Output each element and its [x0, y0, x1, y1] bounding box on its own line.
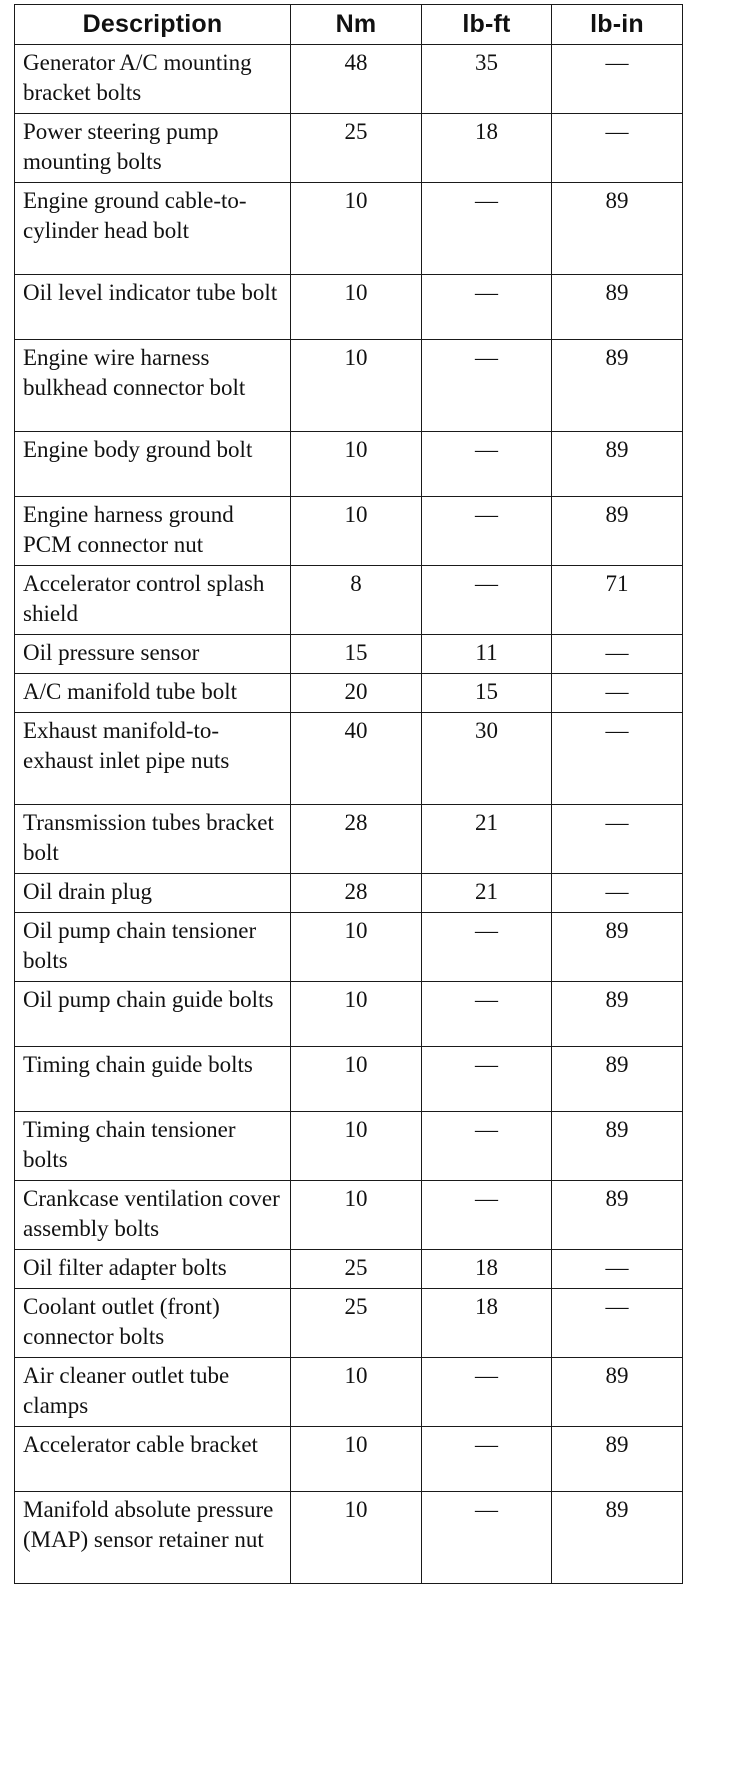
- cell-lb-in: —: [552, 674, 683, 713]
- cell-description: Oil pump chain tensioner bolts: [15, 913, 291, 982]
- cell-nm: 25: [291, 1250, 422, 1289]
- cell-description: Timing chain guide bolts: [15, 1047, 291, 1112]
- cell-lb-ft: 21: [422, 805, 552, 874]
- table-row: [15, 275, 683, 340]
- cell-description: Oil pump chain guide bolts: [15, 982, 291, 1047]
- cell-description: Timing chain tensioner bolts: [15, 1112, 291, 1181]
- table-row: [15, 340, 683, 432]
- cell-lb-in: 89: [552, 982, 683, 1047]
- table-header: [15, 5, 683, 45]
- header-row: [15, 5, 683, 45]
- cell-description: Oil pressure sensor: [15, 635, 291, 674]
- cell-lb-ft: 18: [422, 114, 552, 183]
- cell-nm: 25: [291, 1289, 422, 1358]
- cell-nm: 10: [291, 1358, 422, 1427]
- cell-lb-in: —: [552, 713, 683, 805]
- table-row: [15, 674, 683, 713]
- cell-description: Engine body ground bolt: [15, 432, 291, 497]
- table-row: [15, 183, 683, 275]
- cell-description: A/C manifold tube bolt: [15, 674, 291, 713]
- table-row: [15, 566, 683, 635]
- cell-lb-in: 89: [552, 1427, 683, 1492]
- cell-description: Coolant outlet (front) connector bolts: [15, 1289, 291, 1358]
- cell-nm: 10: [291, 913, 422, 982]
- cell-lb-in: —: [552, 635, 683, 674]
- cell-lb-in: 89: [552, 497, 683, 566]
- table-row: [15, 982, 683, 1047]
- cell-description: Oil drain plug: [15, 874, 291, 913]
- table-row: [15, 1250, 683, 1289]
- cell-lb-ft: —: [422, 1358, 552, 1427]
- cell-lb-ft: 18: [422, 1289, 552, 1358]
- cell-lb-in: —: [552, 805, 683, 874]
- cell-description: Exhaust manifold-to-exhaust inlet pipe nuts: [15, 713, 291, 805]
- cell-description: Oil filter adapter bolts: [15, 1250, 291, 1289]
- table-body: [15, 45, 683, 1584]
- header-nm: Nm: [291, 5, 422, 45]
- cell-nm: 10: [291, 340, 422, 432]
- table-row: [15, 805, 683, 874]
- cell-nm: 10: [291, 1047, 422, 1112]
- cell-nm: 10: [291, 432, 422, 497]
- cell-lb-ft: —: [422, 1112, 552, 1181]
- cell-description: Generator A/C mounting bracket bolts: [15, 45, 291, 114]
- table-row: [15, 432, 683, 497]
- cell-lb-in: —: [552, 45, 683, 114]
- cell-lb-ft: —: [422, 1181, 552, 1250]
- cell-description: Power steering pump mounting bolts: [15, 114, 291, 183]
- cell-nm: 10: [291, 1492, 422, 1584]
- cell-description: Engine harness ground PCM connector nut: [15, 497, 291, 566]
- table-row: [15, 1181, 683, 1250]
- cell-lb-ft: —: [422, 497, 552, 566]
- cell-nm: 28: [291, 805, 422, 874]
- cell-lb-ft: —: [422, 1492, 552, 1584]
- cell-description: Transmission tubes bracket bolt: [15, 805, 291, 874]
- table-row: [15, 45, 683, 114]
- cell-lb-in: 89: [552, 183, 683, 275]
- cell-lb-in: 89: [552, 432, 683, 497]
- cell-description: Accelerator control splash shield: [15, 566, 291, 635]
- cell-nm: 40: [291, 713, 422, 805]
- cell-lb-in: —: [552, 874, 683, 913]
- table-row: [15, 1112, 683, 1181]
- cell-description: Manifold absolute pressure (MAP) sensor retainer nut: [15, 1492, 291, 1584]
- table-row: [15, 874, 683, 913]
- cell-lb-ft: 11: [422, 635, 552, 674]
- header-lb-in: lb-in: [552, 5, 683, 45]
- cell-lb-in: 71: [552, 566, 683, 635]
- cell-lb-in: 89: [552, 275, 683, 340]
- cell-lb-in: 89: [552, 1112, 683, 1181]
- cell-description: Engine ground cable-to-cylinder head bolt: [15, 183, 291, 275]
- cell-lb-ft: —: [422, 913, 552, 982]
- cell-lb-in: 89: [552, 1181, 683, 1250]
- table-row: [15, 913, 683, 982]
- cell-nm: 8: [291, 566, 422, 635]
- cell-nm: 25: [291, 114, 422, 183]
- cell-lb-ft: —: [422, 982, 552, 1047]
- table-row: [15, 713, 683, 805]
- torque-spec-table: [14, 4, 683, 1584]
- cell-lb-ft: —: [422, 183, 552, 275]
- cell-lb-in: —: [552, 1289, 683, 1358]
- cell-description: Engine wire harness bulkhead connector bolt: [15, 340, 291, 432]
- cell-nm: 10: [291, 275, 422, 340]
- cell-nm: 20: [291, 674, 422, 713]
- cell-lb-ft: 18: [422, 1250, 552, 1289]
- cell-description: Oil level indicator tube bolt: [15, 275, 291, 340]
- header-description: Description: [15, 5, 291, 45]
- table-row: [15, 497, 683, 566]
- table-row: [15, 1289, 683, 1358]
- table-row: [15, 1358, 683, 1427]
- cell-lb-in: 89: [552, 1492, 683, 1584]
- header-lb-ft: lb-ft: [422, 5, 552, 45]
- table-row: [15, 635, 683, 674]
- cell-lb-in: 89: [552, 340, 683, 432]
- cell-lb-in: 89: [552, 1047, 683, 1112]
- cell-nm: 48: [291, 45, 422, 114]
- cell-lb-ft: —: [422, 566, 552, 635]
- cell-nm: 10: [291, 1181, 422, 1250]
- cell-lb-ft: —: [422, 1047, 552, 1112]
- table-row: [15, 1492, 683, 1584]
- table-row: [15, 1427, 683, 1492]
- cell-lb-in: —: [552, 114, 683, 183]
- cell-description: Accelerator cable bracket: [15, 1427, 291, 1492]
- cell-lb-ft: 30: [422, 713, 552, 805]
- cell-lb-ft: —: [422, 275, 552, 340]
- cell-description: Air cleaner outlet tube clamps: [15, 1358, 291, 1427]
- cell-nm: 10: [291, 1427, 422, 1492]
- cell-lb-in: 89: [552, 913, 683, 982]
- cell-lb-ft: —: [422, 340, 552, 432]
- table-row: [15, 114, 683, 183]
- table-row: [15, 1047, 683, 1112]
- cell-lb-ft: 21: [422, 874, 552, 913]
- cell-lb-in: 89: [552, 1358, 683, 1427]
- cell-nm: 10: [291, 497, 422, 566]
- cell-nm: 10: [291, 183, 422, 275]
- cell-lb-ft: 15: [422, 674, 552, 713]
- cell-description: Crankcase ventilation cover assembly bolts: [15, 1181, 291, 1250]
- cell-lb-in: —: [552, 1250, 683, 1289]
- cell-nm: 15: [291, 635, 422, 674]
- cell-nm: 28: [291, 874, 422, 913]
- cell-lb-ft: —: [422, 432, 552, 497]
- cell-lb-ft: 35: [422, 45, 552, 114]
- cell-nm: 10: [291, 1112, 422, 1181]
- cell-lb-ft: —: [422, 1427, 552, 1492]
- cell-nm: 10: [291, 982, 422, 1047]
